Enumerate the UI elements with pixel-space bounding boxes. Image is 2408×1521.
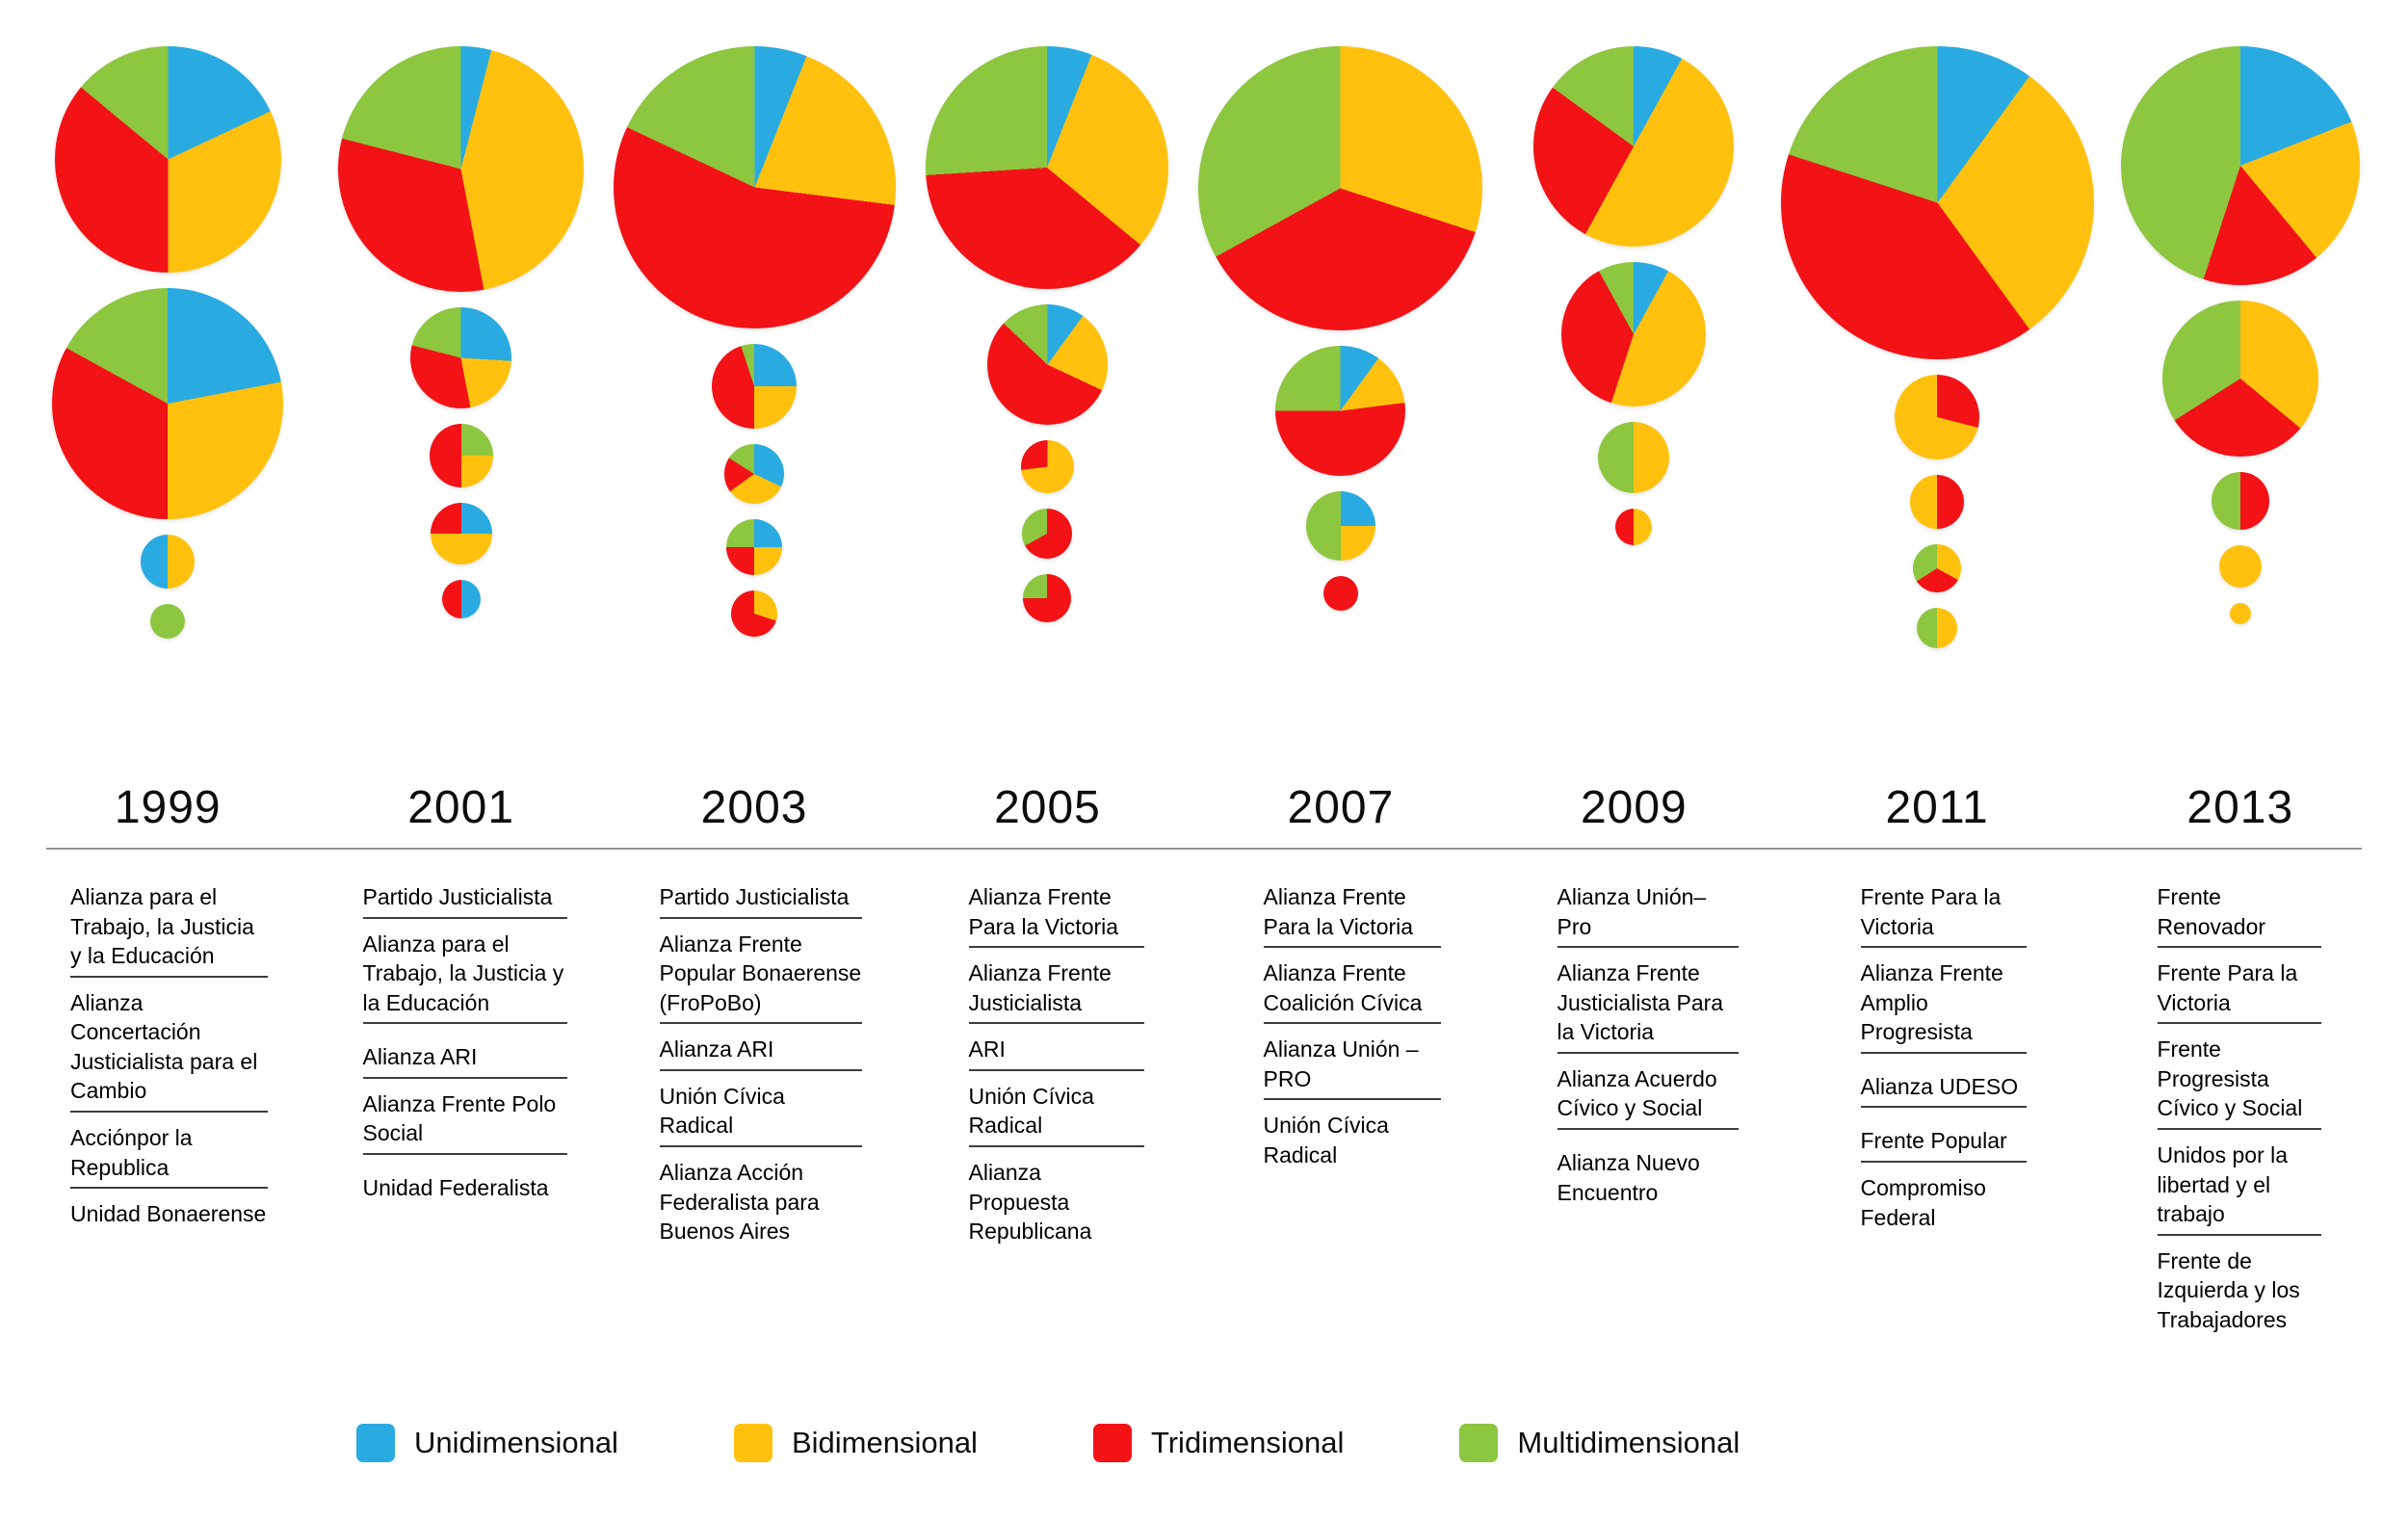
pie-2003-rank5	[731, 590, 777, 637]
party-name: Unión Cívica Radical	[1263, 1113, 1389, 1168]
legend-item-tridimensional	[1093, 1424, 1344, 1462]
party-column-1999	[21, 850, 317, 1389]
party-list-2005	[969, 882, 1144, 1257]
party-name: Alianza Frente Para la Victoria	[1264, 882, 1441, 948]
year-label-2005: 2005	[994, 782, 1101, 833]
pie-2003-rank4	[726, 519, 782, 575]
pie-2011-rank4	[1913, 544, 1961, 592]
pie-2009-rank4	[1615, 509, 1652, 545]
pie-2003-rank1	[614, 46, 896, 328]
party-list-2003	[660, 882, 862, 1257]
party-name: Alianza Frente Para la Victoria	[969, 882, 1144, 948]
party-name: Frente de Izquierda y los Trabajadores	[2157, 1247, 2300, 1332]
pie-1999-rank3	[141, 535, 195, 589]
pie-2001-rank1	[338, 46, 584, 292]
pie-2007-rank1	[1198, 46, 1482, 330]
pie-2005-rank3	[1021, 440, 1074, 493]
year-label-2009: 2009	[1580, 782, 1688, 833]
pie-2005-rank5	[1023, 574, 1071, 622]
party-name: Acciónpor la Republica	[70, 1123, 268, 1189]
pie-2001-rank3	[430, 424, 493, 487]
party-name: Partido Justicialista	[363, 882, 567, 919]
party-column-2009	[1500, 850, 1795, 1389]
party-name: Frente Progresista Cívico y Social	[2158, 1035, 2321, 1130]
party-name: Alianza ARI	[660, 1035, 862, 1071]
pie-2013-rank3	[2212, 472, 2269, 530]
pie-2005-rank1	[926, 46, 1168, 289]
pie-2003-rank3	[724, 444, 784, 504]
party-list-2001	[363, 882, 567, 1214]
pie-column-2009	[1487, 0, 1780, 848]
pie-2013-rank4	[2219, 545, 2262, 588]
party-column-2007	[1204, 850, 1500, 1389]
pie-column-2003	[608, 0, 901, 848]
party-name: Unión Cívica Radical	[660, 1082, 862, 1147]
pie-2005-rank4	[1022, 509, 1072, 559]
pie-2011-rank5	[1917, 608, 1957, 648]
party-name: Alianza Acción Federalista para Buenos Aires	[659, 1160, 820, 1245]
party-list-1999	[70, 882, 268, 1240]
pie-2001-rank2	[410, 307, 511, 408]
pie-2003-rank2	[712, 344, 797, 429]
pie-2001-rank5	[442, 580, 481, 618]
party-name: Frente Renovador	[2158, 882, 2321, 948]
year-label-2011: 2011	[1885, 782, 1989, 833]
pie-column-1999	[21, 0, 314, 848]
pie-2005-rank2	[987, 304, 1108, 425]
party-list-2011	[1861, 882, 2027, 1243]
party-name: Alianza Frente Coalición Cívica	[1264, 958, 1441, 1024]
pie-2013-rank2	[2162, 301, 2318, 457]
party-name: Compromiso Federal	[1860, 1175, 1986, 1230]
party-name: Unión Cívica Radical	[969, 1082, 1144, 1147]
party-name: Frente Para la Victoria	[1861, 882, 2027, 948]
party-list-2013	[2158, 882, 2321, 1346]
pie-2001-rank4	[431, 503, 492, 564]
legend-label: Multidimensional	[1517, 1426, 1741, 1459]
party-name: Partido Justicialista	[660, 882, 862, 919]
year-label-2003: 2003	[700, 782, 808, 833]
legend-item-bidimensional	[734, 1424, 978, 1462]
party-list-columns	[0, 850, 2408, 1389]
party-name: Alianza Nuevo Encuentro	[1557, 1150, 1700, 1205]
party-name: Alianza Unión – PRO	[1264, 1035, 1441, 1100]
pie-2011-rank3	[1910, 475, 1964, 529]
party-list-2007	[1264, 882, 1441, 1181]
party-column-2013	[2091, 850, 2387, 1389]
legend-swatch-multidimensional	[1459, 1424, 1498, 1462]
party-name: Alianza ARI	[363, 1042, 567, 1079]
party-name: Alianza UDESO	[1861, 1072, 2027, 1109]
party-list-2009	[1557, 882, 1739, 1218]
pie-2013-rank5	[2230, 603, 2251, 624]
pie-column-2005	[901, 0, 1193, 848]
party-column-2001	[317, 850, 613, 1389]
pie-column-2011	[1781, 0, 2094, 848]
party-name: Alianza Frente Amplio Progresista	[1861, 958, 2027, 1054]
party-name: Alianza Frente Polo Social	[363, 1089, 567, 1155]
legend	[356, 1424, 2408, 1462]
pie-column-2007	[1194, 0, 1487, 848]
legend-swatch-tridimensional	[1093, 1424, 1132, 1462]
pie-1999-rank1	[55, 46, 281, 273]
legend-swatch-bidimensional	[734, 1424, 772, 1462]
pie-1999-rank2	[52, 288, 283, 519]
legend-label: Unidimensional	[414, 1426, 618, 1459]
party-name: Frente Para la Victoria	[2158, 958, 2321, 1024]
pie-1999-rank4	[150, 604, 185, 639]
party-name: Unidad Federalista	[362, 1175, 549, 1201]
party-name: Unidos por la libertad y el trabajo	[2158, 1141, 2321, 1236]
pie-2011-rank1	[1781, 46, 2094, 359]
party-name: Unidad Bonaerense	[70, 1201, 267, 1227]
party-name: Alianza Unión– Pro	[1557, 882, 1739, 948]
party-column-2003	[613, 850, 908, 1389]
legend-item-unidimensional	[356, 1424, 618, 1462]
pie-column-2013	[2094, 0, 2387, 848]
pie-2013-rank1	[2121, 46, 2360, 285]
party-name: Alianza Frente Justicialista Para la Victoria	[1557, 958, 1739, 1054]
party-name: ARI	[969, 1035, 1144, 1071]
party-name: Alianza Propuesta Republicana	[968, 1160, 1092, 1245]
party-column-2011	[1795, 850, 2091, 1389]
legend-label: Tridimensional	[1150, 1426, 1345, 1459]
year-label-2007: 2007	[1287, 782, 1395, 833]
pie-2011-rank2	[1895, 375, 1979, 459]
pie-2007-rank2	[1275, 346, 1405, 476]
party-name: Alianza para el Trabajo, la Justicia y la Educación	[363, 930, 567, 1025]
year-label-2013: 2013	[2186, 782, 2294, 833]
pie-2009-rank3	[1598, 422, 1669, 493]
party-name: Alianza para el Trabajo, la Justicia y la Educación	[70, 882, 268, 978]
party-name: Alianza Acuerdo Cívico y Social	[1557, 1064, 1739, 1130]
year-label-1999: 1999	[114, 782, 222, 833]
party-name: Alianza Frente Popular Bonaerense (FroPoBo)	[660, 930, 862, 1025]
party-name: Frente Popular	[1861, 1126, 2027, 1163]
legend-swatch-unidimensional	[356, 1424, 395, 1462]
party-name: Alianza Frente Justicialista	[969, 958, 1144, 1024]
party-column-2005	[908, 850, 1204, 1389]
pie-2009-rank2	[1561, 262, 1706, 406]
legend-label: Bidimensional	[791, 1426, 978, 1459]
pie-2007-rank3	[1306, 491, 1375, 561]
pie-2009-rank1	[1533, 46, 1734, 247]
year-label-2001: 2001	[407, 782, 515, 833]
pie-column-2001	[314, 0, 607, 848]
legend-item-multidimensional	[1459, 1424, 1740, 1462]
party-name: Alianza Concertación Justicialista para el Cambio	[70, 988, 268, 1113]
pie-2007-rank4	[1323, 576, 1358, 611]
